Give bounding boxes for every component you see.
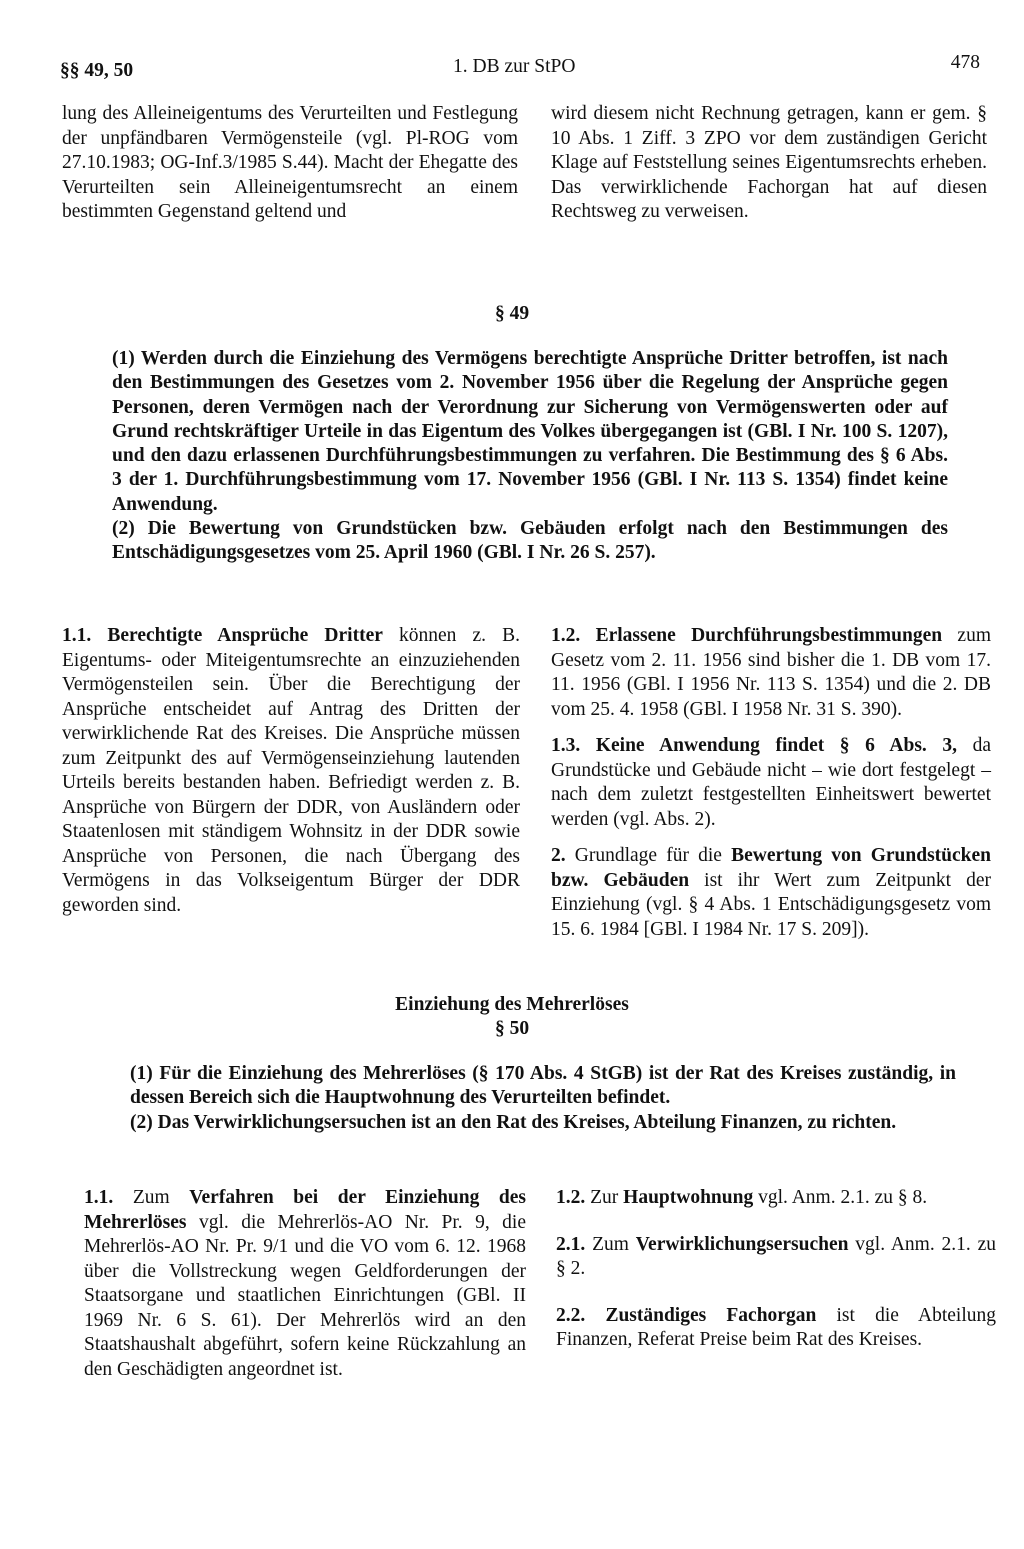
note-prefix: Grundlage für die xyxy=(574,845,722,866)
note-text: zum Gesetz vom 2. 11. 1956 sind bisher die 1. DB vom 17. 11. 1956 (GBl. I 1956 Nr. 113 S. 1354) und die 2. DB vom 25. 4. 1958 (GBl. I 1958 Nr. 31 S. 390). xyxy=(551,625,991,720)
note-number: 2.1. xyxy=(556,1233,586,1255)
note-number: 1.3. xyxy=(551,735,581,756)
header-title: 1. DB zur StPO xyxy=(453,56,576,77)
note-keyword: Erlassene Durchführungsbestimmungen xyxy=(595,625,943,646)
note-keyword: Keine Anwendung findet § 6 Abs. 3, xyxy=(595,735,958,756)
note-number: 1.2. xyxy=(551,625,581,646)
spacer xyxy=(556,1282,996,1304)
section-49-paragraph-1: (1) Werden durch die Einziehung des Vermögens berechtigte Ansprüche Dritter betroffen, ist nach den Bestimmungen des Gesetzes vom 2. November 1956 über die Regelung der Ansprüche gegen Personen, deren Vermögen nach der Verordnung zur Sicherung von Vermögenswerten oder auf Grund rechtskräftiger Urteile in das Eigentum des Volkes übergegangen ist (GBl. I Nr. 100 S. 1207), und den dazu erlassenen Durchführungsbestimmungen zu verfahren. Die Bestimmung des § 6 Abs. 3 der 1. Durchführungsbestimmung vom 17. November 1956 (GBl. I Nr. 113 S. 1354) findet keine Anwendung. xyxy=(112,348,948,515)
intro-right-text: wird diesem nicht Rechnung getragen, kann er gem. § 10 Abs. 1 Ziff. 3 ZPO vor dem zuständigen Gericht Klage auf Feststellung seines Eigentumsrechts erheben. Das verwirklichende Fachorgan hat auf diesen Rechtsweg zu verweisen. xyxy=(551,103,987,222)
section-49-paragraph-2: (2) Die Bewertung von Grundstücken bzw. Gebäuden erfolgt nach den Bestimmungen des Entschädigungsgesetzes vom 25. April 1960 (GBl. I Nr. 26 S. 257). xyxy=(112,518,948,564)
note-text: können z. B. Eigentums- oder Miteigentumsrechte an einzuziehenden Vermögensteilen sein. Über die Berechtigung der Ansprüche entscheidet auf Antrag des Dritten der verwirklichende Rat des Kreises. Die Ansprüche müssen zum Zeitpunkt des auf Vermögenseinziehung lautenden Urteils bereits bestanden haben. Befriedigt werden z. B. Ansprüche von Bürgern der DDR, von Ausländern oder Staatenlosen mit ständigem Wohnsitz in der DDR sowie Ansprüche von Personen, die nach Übergang des Vermögens in das Volkseigentum Bürger der DDR geworden sind. xyxy=(62,625,521,916)
spacer xyxy=(556,1211,996,1233)
note-keyword: Zuständiges Fachorgan xyxy=(605,1304,817,1326)
note-text: vgl. Anm. 2.1. zu § 2. xyxy=(556,1233,997,1279)
note-number: 1.1. xyxy=(62,625,92,646)
page-number: 478 xyxy=(950,52,980,73)
spacer xyxy=(551,722,991,734)
note-prefix: Zur xyxy=(590,1187,619,1208)
note-keyword: Verwirklichungsersuchen xyxy=(635,1233,849,1255)
note-number: 1.1. xyxy=(84,1187,114,1208)
section-50-paragraph-2: (2) Das Verwirklichungsersuchen ist an den Rat des Kreises, Abteilung Finanzen, zu richten. xyxy=(130,1111,897,1133)
note-keyword: Berechtigte Ansprüche Dritter xyxy=(107,625,383,646)
note-text: ist ihr Wert zum Zeitpunkt der Einziehung (vgl. § 4 Abs. 1 Entschädigungsgesetz vom 15. 6. 1984 [GBl. I 1984 Nr. 17 S. 209]). xyxy=(551,869,992,940)
section-50-title: § 50 xyxy=(494,1018,530,1039)
intro-left-column xyxy=(62,102,518,225)
commentary-49-left-column xyxy=(62,624,520,918)
commentary-49-note-1-2 xyxy=(551,624,991,722)
note-prefix: Zum xyxy=(132,1187,170,1208)
note-text: da Grundstücke und Gebäude nicht – wie dort festgelegt – nach dem zuletzt festgestellten Einheitswert bewertet werden (vgl. Abs. 2). xyxy=(551,735,992,830)
commentary-50-left-column xyxy=(84,1186,526,1382)
note-text: vgl. Anm. 2.1. zu § 8. xyxy=(758,1187,928,1208)
section-49-title: § 49 xyxy=(494,303,530,324)
commentary-50-note-2-1 xyxy=(556,1233,996,1282)
commentary-49-note-1-1 xyxy=(62,624,520,918)
commentary-50-note-2-2 xyxy=(556,1304,996,1353)
note-number: 2. xyxy=(551,845,566,866)
commentary-49-note-1-3 xyxy=(551,734,991,832)
spacer xyxy=(551,832,991,844)
header-section-ref: §§ 49, 50 xyxy=(60,60,134,81)
intro-left-text: lung des Alleineigentums des Verurteilten und Festlegung der unpfändbaren Vermögensteile (vgl. Pl-ROG vom 27.10.1983; OG-Inf.3/1985 S.44). Macht der Ehegatte des Verurteilten sein Alleineigentumsrecht an einem bestimmten Gegenstand geltend und xyxy=(62,103,518,222)
section-49-law-text xyxy=(112,347,948,566)
commentary-50-right-column xyxy=(556,1186,996,1353)
note-prefix: Zum xyxy=(592,1233,629,1255)
note-number: 1.2. xyxy=(556,1187,586,1208)
page-header xyxy=(60,52,990,86)
section-50-heading: Einziehung des Mehrerlöses xyxy=(395,994,629,1015)
note-text: ist die Abteilung Finanzen, Referat Preise beim Rat des Kreises. xyxy=(556,1304,997,1350)
section-50-law-text xyxy=(130,1062,956,1135)
commentary-50-note-1-2 xyxy=(556,1186,996,1211)
note-keyword: Hauptwohnung xyxy=(623,1187,754,1208)
section-50-paragraph-1: (1) Für die Einziehung des Mehrerlöses (§ 170 Abs. 4 StGB) ist der Rat des Kreises zuständig, in dessen Bereich sich die Hauptwohnung des Verurteilten befindet. xyxy=(130,1063,956,1109)
commentary-50-note-1-1 xyxy=(84,1186,526,1382)
note-number: 2.2. xyxy=(556,1304,586,1326)
note-keyword: Verfahren bei der Einziehung des Mehrerlöses xyxy=(84,1187,527,1233)
commentary-49-note-2 xyxy=(551,844,991,942)
commentary-49-right-column xyxy=(551,624,991,942)
note-keyword: Bewertung von Grundstücken bzw. Gebäuden xyxy=(551,845,992,891)
note-text: vgl. die Mehrerlös-AO Nr. Pr. 9, die Mehrerlös-AO Nr. Pr. 9/1 und die VO vom 6. 12. 1968 über die Vollstreckung wegen Geldforderungen der Staatsorgane und staatlichen Einrichtungen (GBl. II 1969 Nr. 6 S. 61). Der Mehrerlös wird an den Staatshaushalt abgeführt, sofern keine Rückzahlung an den Geschädigten angeordnet ist. xyxy=(84,1211,526,1380)
intro-right-column xyxy=(551,102,987,225)
